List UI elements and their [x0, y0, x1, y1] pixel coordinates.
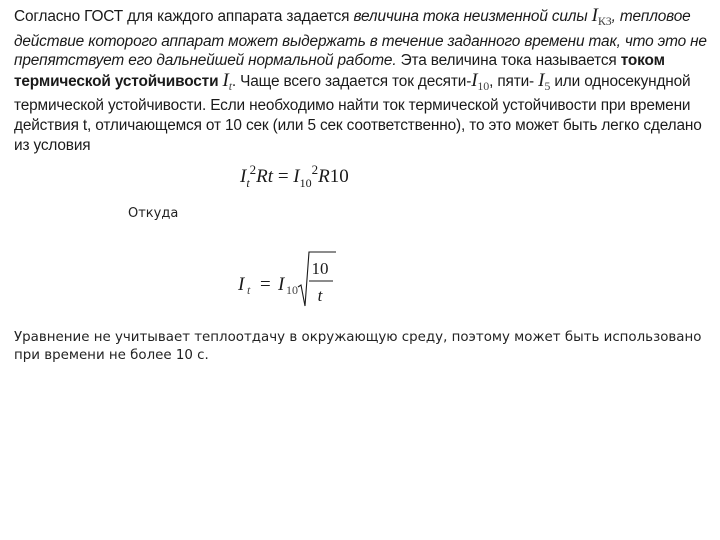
eq-equals: =	[277, 166, 289, 187]
text-segment: Согласно ГОСТ для каждого аппарата задается	[14, 8, 354, 25]
symbol-sub-t: t	[228, 78, 232, 93]
eq-symbol: R	[318, 166, 330, 187]
eq-symbol: Rt	[256, 166, 274, 187]
eq2-numerator: 10	[311, 259, 329, 278]
eq-symbol: I	[293, 166, 300, 187]
text-segment: . Чаще всего задается ток десяти-	[231, 72, 472, 90]
equation-result	[238, 250, 358, 310]
symbol-i: I	[591, 5, 598, 26]
equation-condition	[240, 162, 349, 191]
eq2-rhs-sub: 10	[286, 283, 298, 297]
eq2-denominator: t	[317, 286, 323, 305]
symbol-sub-10: 10	[477, 78, 490, 93]
eq2-lhs-sub: t	[247, 283, 251, 297]
symbol-i: I	[538, 69, 545, 91]
eq2-equals: =	[260, 274, 271, 295]
symbol-sub-kz: КЗ	[597, 14, 612, 28]
eq2-rhs-i: I	[278, 274, 285, 295]
text-segment: Эта величина тока называется	[396, 52, 621, 70]
eq-number: 10	[329, 166, 349, 187]
equation-result-svg	[238, 250, 358, 310]
eq-superscript: 2	[311, 162, 319, 177]
eq-subscript: 10	[299, 176, 312, 190]
eq-subscript: t	[246, 176, 250, 190]
italic-definition: величина тока неизменной силы	[353, 8, 592, 25]
symbol-i: I	[471, 69, 478, 91]
symbol-i: I	[222, 69, 229, 91]
eq2-lhs-i: I	[238, 274, 245, 295]
eq-superscript: 2	[249, 162, 257, 177]
eq-symbol: I	[240, 166, 247, 187]
italic-definition-cont: , тепловое действие которого аппарат может выдержать в течение заданного времени так, что это не препятствует его дальнейшей нормальной работе.	[14, 8, 707, 70]
bold-term: током термической устойчивости	[14, 52, 665, 90]
symbol-sub-5: 5	[544, 78, 551, 93]
text-segment: , пяти-	[489, 72, 539, 90]
otkuda-label: Откуда	[128, 206, 179, 221]
main-paragraph	[14, 6, 709, 155]
text-segment: или односекундной термической устойчивости. Если необходимо найти ток термической устойчивости при времени действия t, отличающемся от 10 сек (или 5 сек соответственно), то это может быть легко сделано из условия	[14, 72, 702, 154]
conclusion-paragraph: Уравнение не учитывает теплоотдачу в окружающую среду, поэтому может быть использовано при времени не более 10 с.	[14, 330, 702, 363]
